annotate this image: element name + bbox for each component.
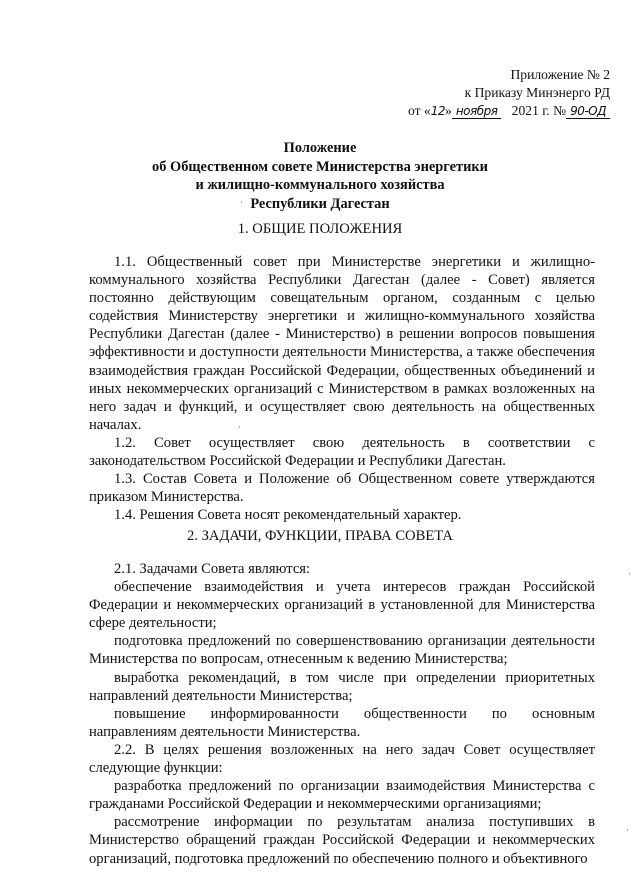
appendix-line-1: Приложение № 2 <box>510 67 610 82</box>
paragraph-1-4: 1.4. Решения Совета носят рекомендательный характер. <box>114 507 462 524</box>
title-line-4: Республики Дагестан <box>250 195 390 212</box>
section-2-heading: 2. ЗАДАЧИ, ФУНКЦИИ, ПРАВА СОВЕТА <box>187 528 453 544</box>
title-line-1: Положение <box>283 140 357 156</box>
handwritten-month: ноября <box>452 104 502 119</box>
date-year: 2021 г. № <box>511 103 567 118</box>
appendix-block <box>360 66 610 120</box>
paragraph-2-1-b: подготовка предложений по совершенствованию организации деятельности Министерства по вопросам, отнесенным к ведению Министерства; <box>89 633 595 668</box>
handwritten-day: 12 <box>430 104 446 118</box>
document-title <box>90 139 550 213</box>
paragraph-2-1: 2.1. Задачами Совета являются: <box>114 561 311 577</box>
date-mid: » <box>445 103 452 118</box>
scan-speck: · <box>628 570 631 580</box>
paragraph-1-2: 1.2. Совет осуществляет свою деятельность в соответствии с законодательством Российской Федерации и Республики Дагестан. <box>89 434 595 470</box>
scan-speck: · <box>240 198 243 208</box>
section-1-heading: 1. ОБЩИЕ ПОЛОЖЕНИЯ <box>237 221 403 237</box>
section-2-body <box>89 560 595 868</box>
paragraph-1-3: 1.3. Состав Совета и Положение об Общественном совете утверждаются приказом Министерства. <box>89 471 595 506</box>
paragraph-2-2: 2.2. В целях решения возложенных на него задач Совет осуществляет следующие функции: <box>89 741 595 777</box>
scan-speck: · <box>238 423 241 433</box>
appendix-line-2: к Приказу Минэнерго РД <box>464 85 610 100</box>
paragraph-1-1: 1.1. Общественный совет при Министерстве энергетики и жилищно-коммунального хозяйства Республики Дагестан (далее - Совет) является постоянно действующим совещательным органом, созданным с целью содействия Министерству энергетики и жилищно-коммунального хозяйства Республики Дагестан (далее - Министерство) в решении вопросов повышения эффективности и доступности деятельности Министерства, а также обеспечения взаимодействия граждан Российской Федерации, общественных объединений и иных некоммерческих организаций с Министерством в рамках возложенных на него задач и функций, и осуществляет свою деятельность на общественных началах. <box>89 254 595 433</box>
handwritten-number: 90-ОД <box>566 104 610 119</box>
paragraph-2-2-b: рассмотрение информации по результатам анализа поступивших в Министерство обращений граждан Российской Федерации и некоммерческих организаций, подготовка предложений по обеспечению полного и объективного <box>89 814 595 867</box>
paragraph-2-2-a: разработка предложений по организации взаимодействия Министерства с гражданами Российской Федерации и некоммерческими организациями; <box>89 778 595 813</box>
date-prefix: от « <box>407 103 431 118</box>
paragraph-2-1-c: выработка рекомендаций, в том числе при определении приоритетных направлений деятельности Министерства; <box>89 669 595 704</box>
paragraph-2-1-a: обеспечение взаимодействия и учета интересов граждан Российской Федерации и некоммерческих организаций в установленной для Министерства сфере деятельности; <box>89 579 595 632</box>
title-line-2: об Общественном совете Министерства энергетики <box>152 158 488 175</box>
scan-speck: · <box>626 826 629 836</box>
appendix-date-line <box>360 102 610 120</box>
section-1-body <box>89 253 595 524</box>
paragraph-2-1-d: повышение информированности общественности по основным направлениям деятельности Министерства. <box>89 705 595 740</box>
title-line-3: и жилищно-коммунального хозяйства <box>195 177 445 194</box>
